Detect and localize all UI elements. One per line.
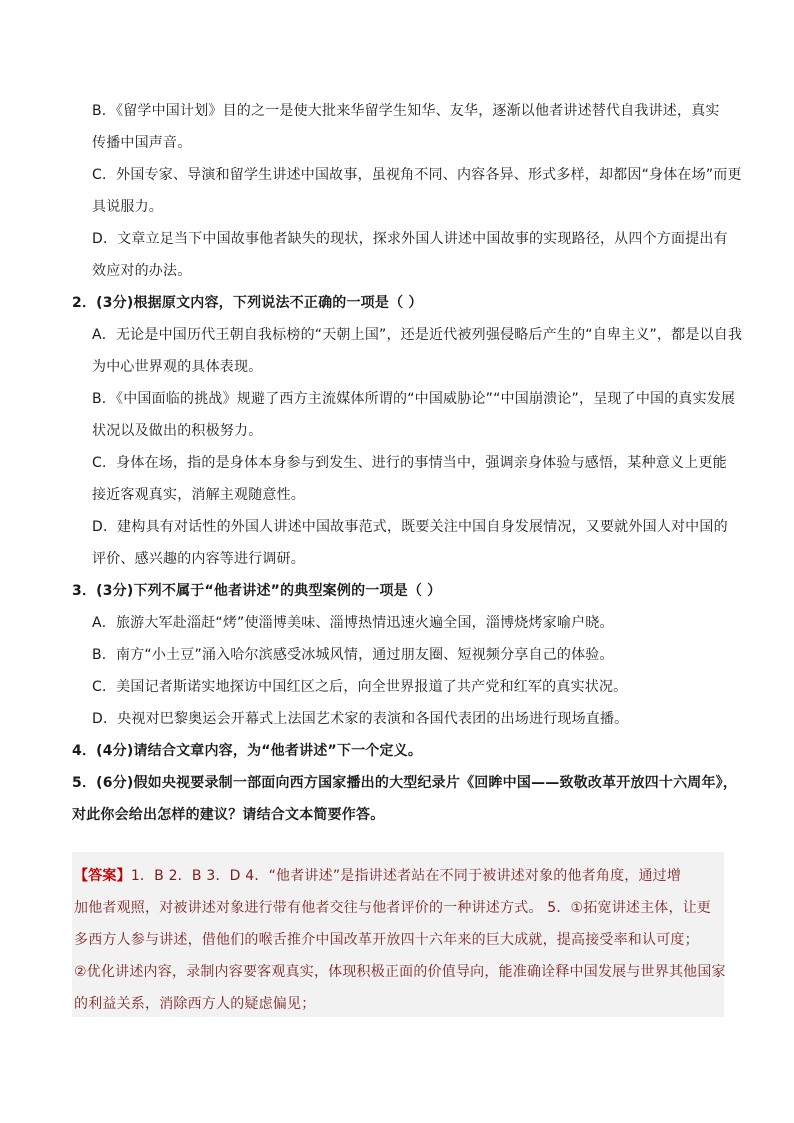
answer-line <box>74 930 699 950</box>
text-line: 具说服力。 <box>92 199 163 215</box>
answer-line <box>74 994 315 1014</box>
question-stem: 5．(6分)假如央视要录制一部面向西方国家播出的大型纪录片《回眸中国——致敬改革开放四十六周年》， <box>72 775 738 791</box>
answer-text: 加他者观照，对被讲述对象进行带有他者交往与他者评价的一种讲述方式。 5．①拓宽讲述主体，让更 <box>74 900 712 916</box>
text-line: 传播中国声音。 <box>92 135 192 151</box>
text-line: A．旅游大军赴淄赶“烤”使淄博美味、淄博热情迅速火遍全国，淄博烧烤家喻户晓。 <box>92 615 614 631</box>
answer-line <box>74 866 681 886</box>
text-line: A．无论是中国历代王朝自我标榜的“天朝上国”，还是近代被列强侵略后产生的“自卑主义”，都是以自我 <box>92 327 743 343</box>
text-line: B．南方“小土豆”涌入哈尔滨感受冰城风情，通过朋友圈、短视频分享自己的体验。 <box>92 647 614 663</box>
text-line: C．美国记者斯诺实地探访中国红区之后，向全世界报道了共产党和红军的真实状况。 <box>92 679 628 695</box>
question-stem: 对此你会给出怎样的建议？请结合文本简要作答。 <box>72 807 385 823</box>
text-line: 评价、感兴趣的内容等进行调研。 <box>92 551 305 567</box>
text-line: C．身体在场，指的是身体本身参与到发生、进行的事情当中，强调亲身体验与感悟，某种意义上更能 <box>92 455 727 471</box>
answer-text: ②优化讲述内容，录制内容要客观真实，体现积极正面的价值导向，能准确诠释中国发展与世界其他国家 <box>74 964 726 980</box>
text-line: 效应对的办法。 <box>92 263 192 279</box>
text-line: D．建构具有对话性的外国人讲述中国故事范式，既要关注中国自身发展情况，又要就外国人对中国的 <box>92 519 728 535</box>
answer-line <box>74 898 711 918</box>
answer-text: 1．B 2．B 3．D 4．“他者讲述”是指讲述者站在不同于被讲述对象的他者角度，通过增 <box>130 868 682 884</box>
text-line: D．文章立足当下中国故事他者缺失的现状，探求外国人讲述中国故事的实现路径，从四个方面提出有 <box>92 231 728 247</box>
answer-text: 多西方人参与讲述，借他们的喉舌推介中国改革开放四十六年来的巨大成就，提高接受率和认可度； <box>74 932 699 948</box>
text-line: D．央视对巴黎奥运会开幕式上法国艺术家的表演和各国代表团的出场进行现场直播。 <box>92 711 629 727</box>
answer-line <box>74 962 726 982</box>
answer-text: 的利益关系，消除西方人的疑虑偏见； <box>74 996 316 1012</box>
text-line: 状况以及做出的积极努力。 <box>92 423 263 439</box>
question-stem: 4．(4分)请结合文章内容，为“他者讲述”下一个定义。 <box>72 743 423 759</box>
text-line: 为中心世界观的具体表现。 <box>92 359 263 375</box>
question-stem: 2．(3分)根据原文内容，下列说法不正确的一项是（ ） <box>72 295 423 311</box>
text-line: B．《中国面临的挑战》规避了西方主流媒体所谓的“中国威胁论”“中国崩溃论”，呈现了中国的真实发展 <box>92 391 736 407</box>
answer-tag: 【答案】 <box>74 868 131 884</box>
text-line: C．外国专家、导演和留学生讲述中国故事，虽视角不同、内容各异、形式多样，却都因“身体在场”而更 <box>92 167 742 183</box>
text-line: 接近客观真实，消解主观随意性。 <box>92 487 305 503</box>
question-stem: 3．(3分)下列不属于“他者讲述”的典型案例的一项是（ ） <box>72 583 442 599</box>
text-line: B．《留学中国计划》目的之一是使大批来华留学生知华、友华，逐渐以他者讲述替代自我讲述，真实 <box>92 103 720 119</box>
